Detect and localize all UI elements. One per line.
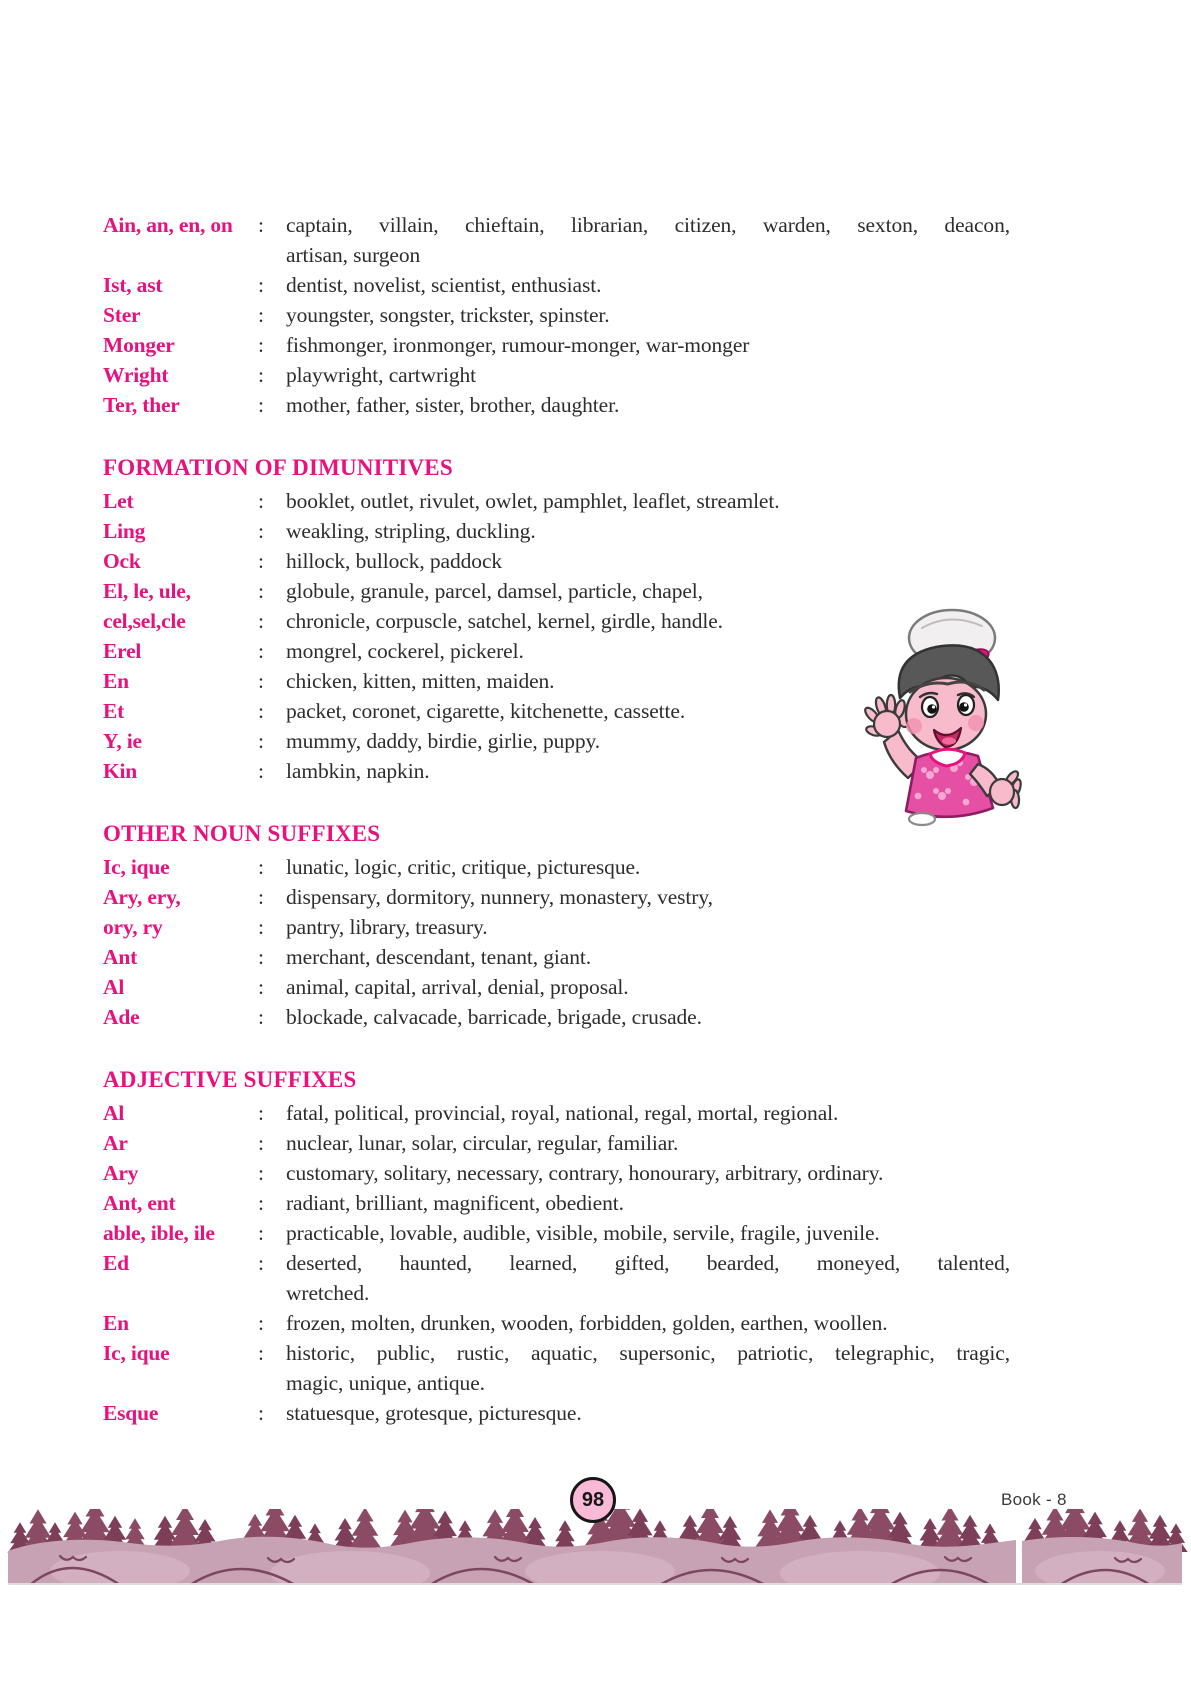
- suffix-label: Ster: [103, 303, 141, 327]
- definition-line: fatal, political, provincial, royal, national, regal, mortal, regional.: [286, 1101, 839, 1125]
- colon: :: [258, 549, 264, 573]
- suffix-row: [103, 1128, 1010, 1158]
- suffix-section: [103, 1062, 1010, 1428]
- colon: :: [258, 609, 264, 633]
- suffix-label: Ic, ique: [103, 1341, 170, 1365]
- suffix-label: El, le, ule,: [103, 579, 191, 603]
- definition: [286, 1398, 1010, 1428]
- colon: :: [258, 519, 264, 543]
- book-label: Book - 8: [1001, 1490, 1067, 1509]
- suffix-row: [103, 1218, 1010, 1248]
- suffix-label: Ic, ique: [103, 855, 170, 879]
- colon: :: [258, 273, 264, 297]
- definition: [286, 1188, 1010, 1218]
- colon: :: [258, 213, 264, 237]
- colon: :: [258, 1005, 264, 1029]
- colon: :: [258, 489, 264, 513]
- definition-line: magic, unique, antique.: [286, 1371, 485, 1395]
- suffix-label: Ock: [103, 549, 141, 573]
- definition: [286, 1218, 1010, 1248]
- page-number-badge: [570, 1477, 616, 1523]
- definition: [286, 360, 1010, 390]
- definition: [286, 516, 1010, 546]
- colon: :: [258, 1131, 264, 1155]
- colon: :: [258, 915, 264, 939]
- suffix-label: En: [103, 669, 129, 693]
- colon: :: [258, 639, 264, 663]
- suffix-section: [103, 210, 1010, 420]
- definition-line: chicken, kitten, mitten, maiden.: [286, 669, 555, 693]
- colon: :: [258, 333, 264, 357]
- suffix-row: [103, 210, 1010, 270]
- page-number: 98: [581, 1488, 605, 1511]
- section-heading: ADJECTIVE SUFFIXES: [103, 1067, 357, 1092]
- suffix-row: [103, 1338, 1010, 1398]
- definition: [286, 300, 1010, 330]
- suffix-section: [103, 816, 1010, 1032]
- definition-line: frozen, molten, drunken, wooden, forbidden, golden, earthen, woollen.: [286, 1311, 888, 1335]
- definition-line: customary, solitary, necessary, contrary, honourary, arbitrary, ordinary.: [286, 1161, 884, 1185]
- definition: [286, 882, 1010, 912]
- suffix-row: [103, 1158, 1010, 1188]
- definition: [286, 972, 1010, 1002]
- definition: [286, 1158, 1010, 1188]
- colon: :: [258, 1161, 264, 1185]
- suffix-row: [103, 942, 1010, 972]
- definition-line: statuesque, grotesque, picturesque.: [286, 1401, 582, 1425]
- suffix-row: [103, 882, 1010, 912]
- definition-line: lambkin, napkin.: [286, 759, 430, 783]
- definition: [286, 330, 1010, 360]
- colon: :: [258, 579, 264, 603]
- definition-line: youngster, songster, trickster, spinster.: [286, 303, 610, 327]
- definition: [286, 1338, 1010, 1398]
- colon: :: [258, 1221, 264, 1245]
- section-heading: FORMATION OF DIMUNITIVES: [103, 455, 453, 480]
- definition: [286, 1308, 1010, 1338]
- definition-line: practicable, lovable, audible, visible, mobile, servile, fragile, juvenile.: [286, 1221, 880, 1245]
- suffix-label: En: [103, 1311, 129, 1335]
- colon: :: [258, 303, 264, 327]
- definition-line: globule, granule, parcel, damsel, particle, chapel,: [286, 579, 703, 603]
- definition-line: packet, coronet, cigarette, kitchenette, cassette.: [286, 699, 686, 723]
- suffix-label: Kin: [103, 759, 138, 783]
- colon: :: [258, 393, 264, 417]
- definition: [286, 210, 1010, 270]
- definition-line: pantry, library, treasury.: [286, 915, 488, 939]
- suffix-label: Y, ie: [103, 729, 142, 753]
- colon: :: [258, 975, 264, 999]
- colon: :: [258, 1191, 264, 1215]
- suffix-label: Esque: [103, 1401, 159, 1425]
- suffix-label: Ed: [103, 1251, 129, 1275]
- suffix-label: Ade: [103, 1005, 140, 1029]
- suffix-row: [103, 1398, 1010, 1428]
- suffix-label: Ary, ery,: [103, 885, 181, 909]
- suffix-row: [103, 360, 1010, 390]
- colon: :: [258, 1101, 264, 1125]
- definition-line: nuclear, lunar, solar, circular, regular, familiar.: [286, 1131, 679, 1155]
- colon: :: [258, 945, 264, 969]
- definition: [286, 546, 1010, 576]
- suffix-label: Erel: [103, 639, 142, 663]
- definition-line: dentist, novelist, scientist, enthusiast.: [286, 273, 602, 297]
- definition: [286, 1128, 1010, 1158]
- definition-line: mongrel, cockerel, pickerel.: [286, 639, 524, 663]
- colon: :: [258, 669, 264, 693]
- definition: [286, 390, 1010, 420]
- suffix-row: [103, 1188, 1010, 1218]
- definition: [286, 852, 1010, 882]
- suffix-label: Al: [103, 975, 125, 999]
- definition: [286, 942, 1010, 972]
- definition-line: playwright, cartwright: [286, 363, 477, 387]
- definition-line: hillock, bullock, paddock: [286, 549, 503, 573]
- definition-line: mummy, daddy, birdie, girlie, puppy.: [286, 729, 601, 753]
- definition: [286, 1248, 1010, 1308]
- definition-line: artisan, surgeon: [286, 243, 421, 267]
- definition-line: mother, father, sister, brother, daughter.: [286, 393, 620, 417]
- suffix-label: Ling: [103, 519, 146, 543]
- colon: :: [258, 1251, 264, 1275]
- definition-line: weakling, stripling, duckling.: [286, 519, 536, 543]
- suffix-row: [103, 1098, 1010, 1128]
- suffix-label: cel,sel,cle: [103, 609, 186, 633]
- suffix-label: Let: [103, 489, 134, 513]
- suffix-row: [103, 1308, 1010, 1338]
- colon: :: [258, 759, 264, 783]
- colon: :: [258, 1311, 264, 1335]
- definition: [286, 1098, 1010, 1128]
- suffix-label: Ant: [103, 945, 138, 969]
- definition: [286, 270, 1010, 300]
- colon: :: [258, 1401, 264, 1425]
- definition: [286, 912, 1010, 942]
- suffix-label: Ist, ast: [103, 273, 163, 297]
- suffix-row: [103, 912, 1010, 942]
- definition-line: merchant, descendant, tenant, giant.: [286, 945, 592, 969]
- definition: [286, 1002, 1010, 1032]
- suffix-row: [103, 972, 1010, 1002]
- suffix-row: [103, 1002, 1010, 1032]
- definition-line: wretched.: [286, 1281, 370, 1305]
- suffix-row: [103, 516, 1010, 546]
- suffix-label: Al: [103, 1101, 125, 1125]
- suffix-label: ory, ry: [103, 915, 163, 939]
- suffix-row: [103, 1248, 1010, 1308]
- colon: :: [258, 729, 264, 753]
- colon: :: [258, 363, 264, 387]
- colon: :: [258, 1341, 264, 1365]
- definition-line: radiant, brilliant, magnificent, obedient.: [286, 1191, 624, 1215]
- definition-line: fishmonger, ironmonger, rumour-monger, war-monger: [286, 333, 750, 357]
- suffix-label: Monger: [103, 333, 175, 357]
- suffix-row: [103, 546, 1010, 576]
- definition: [286, 486, 1010, 516]
- definition-line: lunatic, logic, critic, critique, picturesque.: [286, 855, 641, 879]
- girl-illustration: [850, 600, 1022, 828]
- definition-line: animal, capital, arrival, denial, proposal.: [286, 975, 629, 999]
- colon: :: [258, 885, 264, 909]
- suffix-label: Ain, an, en, on: [103, 213, 233, 237]
- definition-line: historic, public, rustic, aquatic, supersonic, patriotic, telegraphic, tragic,: [286, 1341, 1010, 1365]
- suffix-label: Wright: [103, 363, 169, 387]
- suffix-label: Ant, ent: [103, 1191, 176, 1215]
- definition-line: booklet, outlet, rivulet, owlet, pamphlet, leaflet, streamlet.: [286, 489, 780, 513]
- suffix-label: able, ible, ile: [103, 1221, 215, 1245]
- definition-line: captain, villain, chieftain, librarian, citizen, warden, sexton, deacon,: [286, 213, 1010, 237]
- suffix-row: [103, 852, 1010, 882]
- suffix-row: [103, 390, 1010, 420]
- suffix-row: [103, 270, 1010, 300]
- definition-line: chronicle, corpuscle, satchel, kernel, girdle, handle.: [286, 609, 723, 633]
- definition-line: blockade, calvacade, barricade, brigade, crusade.: [286, 1005, 702, 1029]
- colon: :: [258, 855, 264, 879]
- colon: :: [258, 699, 264, 723]
- definition-line: deserted, haunted, learned, gifted, bearded, moneyed, talented,: [286, 1251, 1010, 1275]
- suffix-label: Et: [103, 699, 125, 723]
- suffix-label: Ary: [103, 1161, 139, 1185]
- suffix-row: [103, 300, 1010, 330]
- suffix-row: [103, 330, 1010, 360]
- suffix-label: Ar: [103, 1131, 128, 1155]
- suffix-label: Ter, ther: [103, 393, 180, 417]
- section-heading: OTHER NOUN SUFFIXES: [103, 821, 381, 846]
- definition-line: dispensary, dormitory, nunnery, monastery, vestry,: [286, 885, 713, 909]
- suffix-row: [103, 486, 1010, 516]
